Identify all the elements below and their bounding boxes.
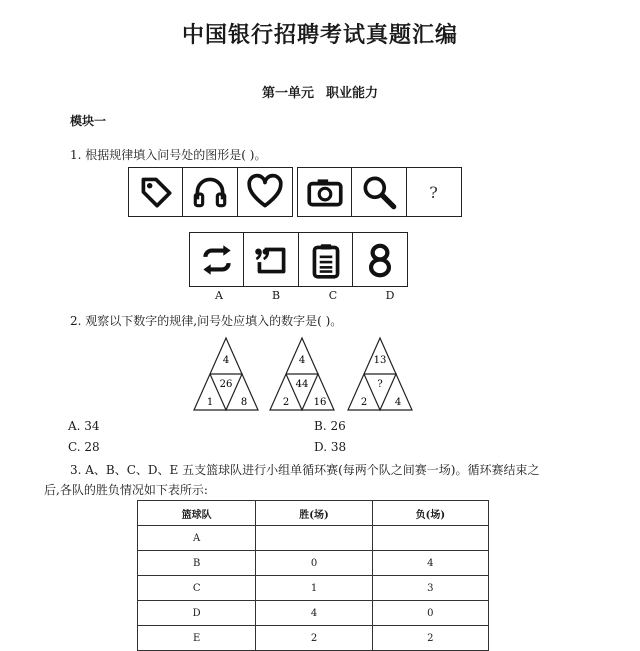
team-cell: A: [138, 526, 256, 551]
question-2-text: 2. 观察以下数字的规律,问号处应填入的数字是( )。: [70, 314, 343, 328]
t3-left: 2: [360, 397, 368, 408]
losses-cell: 2: [372, 626, 488, 651]
table-row: [138, 576, 489, 601]
q1-option-b-label: B: [271, 289, 281, 302]
t2-center: 44: [295, 379, 309, 390]
t3-right: 4: [394, 397, 402, 408]
clipboard-icon: [305, 239, 347, 281]
t1-right: 8: [240, 397, 248, 408]
magnifier-icon: [358, 171, 400, 213]
table-header-row: [138, 501, 489, 526]
team-cell: E: [138, 626, 256, 651]
team-cell: C: [138, 576, 256, 601]
page-title: 中国银行招聘考试真题汇编: [181, 22, 458, 48]
t1-top: 4: [222, 355, 230, 366]
headphones-icon: [189, 171, 231, 213]
q1-option-d[interactable]: [352, 232, 408, 287]
col-wins: 胜(场): [256, 501, 372, 526]
t1-center: 26: [219, 379, 233, 390]
t1-left: 1: [206, 397, 214, 408]
q2-choice-d[interactable]: D. 38: [314, 440, 347, 454]
unit-heading: [0, 82, 640, 101]
q1-options-row: [190, 232, 408, 287]
q1-option-a[interactable]: [189, 232, 245, 287]
team-cell: D: [138, 601, 256, 626]
losses-cell: 0: [372, 601, 488, 626]
question-3-text-line1: 3. A、B、C、D、E 五支篮球队进行小组单循环赛(每两个队之间赛一场)。循环赛结束之: [70, 463, 540, 477]
q1-cell-1: [128, 167, 184, 217]
q1-cell-4: [297, 167, 353, 217]
losses-cell: 3: [372, 576, 488, 601]
t3-top: 13: [373, 355, 387, 366]
q1-cell-unknown: [406, 167, 462, 217]
question-mark: ?: [429, 182, 438, 202]
wins-cell: 4: [256, 601, 372, 626]
wins-cell: [256, 526, 372, 551]
tag-icon: [135, 171, 177, 213]
col-losses: 负(场): [372, 501, 488, 526]
q1-option-b[interactable]: [243, 232, 299, 287]
speech-bubble-icon: [250, 239, 292, 281]
losses-cell: 4: [372, 551, 488, 576]
t2-left: 2: [282, 397, 290, 408]
question-1-text: 1. 根据规律填入问号处的图形是( )。: [70, 148, 267, 162]
unit-name: 职业能力: [326, 86, 379, 101]
wins-cell: 1: [256, 576, 372, 601]
t2-top: 4: [298, 355, 306, 366]
q1-cell-5: [351, 167, 407, 217]
wins-cell: 0: [256, 551, 372, 576]
heart-icon: [244, 171, 286, 213]
q1-cell-2: [182, 167, 238, 217]
figure-eight-icon: [359, 239, 401, 281]
refresh-icon: [196, 239, 238, 281]
q1-option-c-label: C: [328, 289, 338, 302]
losses-cell: [372, 526, 488, 551]
col-team: 篮球队: [138, 501, 256, 526]
table-row: [138, 601, 489, 626]
table-row: [138, 526, 489, 551]
table-row: [138, 626, 489, 651]
q1-cell-3: [237, 167, 293, 217]
wins-cell: 2: [256, 626, 372, 651]
camera-icon: [304, 171, 346, 213]
q1-option-d-label: D: [385, 289, 395, 302]
triangle-3: [348, 338, 412, 410]
number-triangles: [190, 336, 490, 416]
team-cell: B: [138, 551, 256, 576]
triangle-1: [194, 338, 258, 410]
question-3-text-line2: 后,各队的胜负情况如下表所示:: [44, 483, 208, 497]
q2-choice-c[interactable]: C. 28: [68, 440, 100, 454]
team-results-table: [137, 500, 489, 651]
q1-sequence-row: [129, 167, 462, 217]
unit-label: 第一单元: [261, 86, 314, 101]
q1-option-c[interactable]: [298, 232, 354, 287]
q2-choice-b[interactable]: B. 26: [314, 419, 346, 433]
q2-choice-a[interactable]: A. 34: [68, 419, 100, 433]
t3-center: ?: [377, 379, 383, 390]
q1-option-a-label: A: [215, 289, 223, 302]
t2-right: 16: [313, 397, 327, 408]
module-heading: 模块一: [70, 114, 107, 128]
table-row: [138, 551, 489, 576]
